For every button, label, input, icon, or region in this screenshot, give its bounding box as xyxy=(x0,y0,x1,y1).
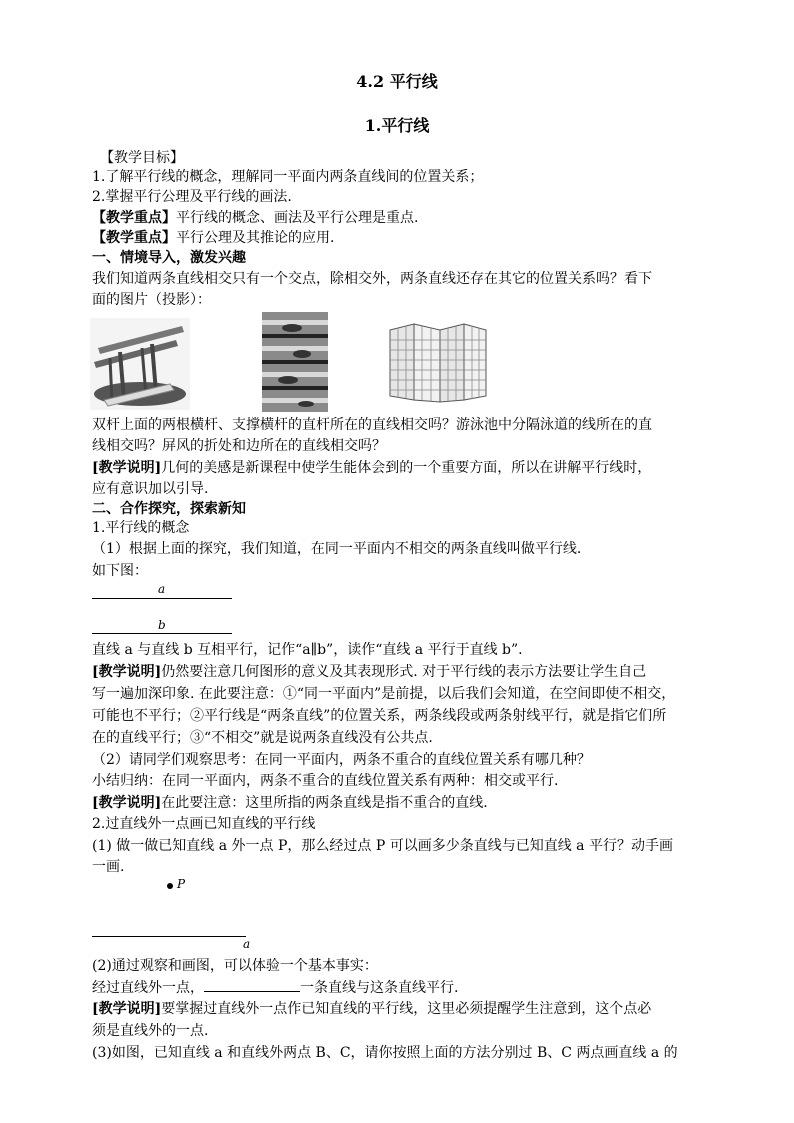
point-p-dot xyxy=(167,883,173,889)
section1-note-line2: 应有意识加以引导. xyxy=(92,481,209,497)
focus-label-2: 【教学重点】 xyxy=(92,230,176,246)
page-subtitle: 1.平行线 xyxy=(364,116,430,135)
question-3-line2: 一画. xyxy=(92,859,125,875)
note4-line2: 须是直线外的一点. xyxy=(92,1023,209,1039)
note3-text: 在此要注意：这里所指的两条直线是指不重合的直线. xyxy=(161,795,488,811)
note-text: 几何的美感是新课程中使学生能体会到的一个重要方面，所以在讲解平行线时， xyxy=(161,460,652,476)
note4-label: [教学说明] xyxy=(92,1001,162,1017)
section1-para2-line2: 线相交吗？屏风的折处和边所在的直线相交吗？ xyxy=(92,438,386,454)
parallel-line-b xyxy=(92,633,232,634)
focus-text-2: 平行公理及其推论的应用. xyxy=(176,230,335,246)
question-5: (3)如图，已知直线 a 和直线外两点 B、C，请你按照上面的方法分别过 B、C 两点画直线 a 的 xyxy=(92,1045,678,1061)
swimming-pool-image xyxy=(262,312,328,412)
fact-text-a: 经过直线外一点， xyxy=(92,980,204,996)
note4-line1 xyxy=(92,999,651,1019)
summary-line: 小结归纳：在同一平面内，两条不重合的直线位置关系有两种：相交或平行. xyxy=(92,773,559,789)
section2-subtitle-2: 2.过直线外一点画已知直线的平行线 xyxy=(92,816,316,832)
focus-line-2 xyxy=(92,228,334,248)
figure-intro: 如下图： xyxy=(92,563,148,579)
goals-header: 【教学目标】 xyxy=(100,150,184,166)
question-3-line1: (1) 做一做已知直线 a 外一点 P，那么经过点 P 可以画多少条直线与已知直线 a 平行？动手画 xyxy=(92,838,673,854)
question-2: （2）请同学们观察思考：在同一平面内，两条不重合的直线位置关系有哪几种？ xyxy=(92,752,591,768)
point-p-label: P xyxy=(177,877,186,891)
section1-para2-line1: 双杆上面的两根横杆、支撑横杆的直杆所在的直线相交吗？游泳池中分隔泳道的线所在的直 xyxy=(92,417,652,433)
section2-title: 二、合作探究，探索新知 xyxy=(92,501,246,517)
note2-line4: 在的直线平行；③“不相交”就是说两条直线没有公共点. xyxy=(92,730,433,746)
folding-screen-image xyxy=(388,320,488,404)
focus-text-1: 平行线的概念、画法及平行公理是重点. xyxy=(176,210,419,226)
focus-label-1: 【教学重点】 xyxy=(92,210,176,226)
line-b-label: b xyxy=(158,618,166,632)
section2-subtitle-1: 1.平行线的概念 xyxy=(92,520,190,536)
page-title: 4.2 平行线 xyxy=(356,72,438,91)
fill-blank[interactable] xyxy=(204,977,300,992)
note-label: [教学说明] xyxy=(92,460,162,476)
goal-item-1: 1.了解平行线的概念，理解同一平面内两条直线间的位置关系； xyxy=(92,169,484,185)
parallel-line-a xyxy=(92,598,232,599)
fact-text-b: 一条直线与这条直线平行. xyxy=(300,980,459,996)
note3-label: [教学说明] xyxy=(92,795,162,811)
note2-line2: 写一遍加深印象. 在此要注意：①“同一平面内”是前提，以后我们会知道，在空间即使不相交， xyxy=(92,686,676,702)
note2-label: [教学说明] xyxy=(92,664,162,680)
note3-line xyxy=(92,793,488,813)
section1-para1-line2: 面的图片（投影）： xyxy=(92,292,211,308)
focus-line-1 xyxy=(92,208,418,228)
question-1: （1）根据上面的探究，我们知道，在同一平面内不相交的两条直线叫做平行线. xyxy=(92,541,582,557)
line-a-label-2: a xyxy=(243,937,251,951)
note2-line1 xyxy=(92,662,646,682)
line-a-label: a xyxy=(158,582,166,596)
line-a xyxy=(92,936,246,937)
note2-line3: 可能也不平行；②平行线是“两条直线”的位置关系，两条线段或两条射线平行，就是指它们所 xyxy=(92,708,667,724)
section1-para1-line1: 我们知道两条直线相交只有一个交点，除相交外，两条直线还存在其它的位置关系吗？看下 xyxy=(92,271,652,287)
section1-title: 一、情境导入，激发兴趣 xyxy=(92,250,246,266)
parallel-bars-image xyxy=(90,318,190,410)
fact-line xyxy=(92,977,458,998)
question-4: (2)通过观察和画图，可以体验一个基本事实： xyxy=(92,958,378,974)
section1-note-line1 xyxy=(92,458,651,478)
goal-item-2: 2.掌握平行公理及平行线的画法. xyxy=(92,189,292,205)
note2-text: 仍然要注意几何图形的意义及其表现形式. 对于平行线的表示方法要让学生自己 xyxy=(161,664,647,680)
note4-text: 要掌握过直线外一点作已知直线的平行线，这里必须提醒学生注意到，这个点必 xyxy=(161,1001,652,1017)
notation-line: 直线 a 与直线 b 互相平行，记作“a∥b”，读作“直线 a 平行于直线 b”. xyxy=(92,642,523,658)
